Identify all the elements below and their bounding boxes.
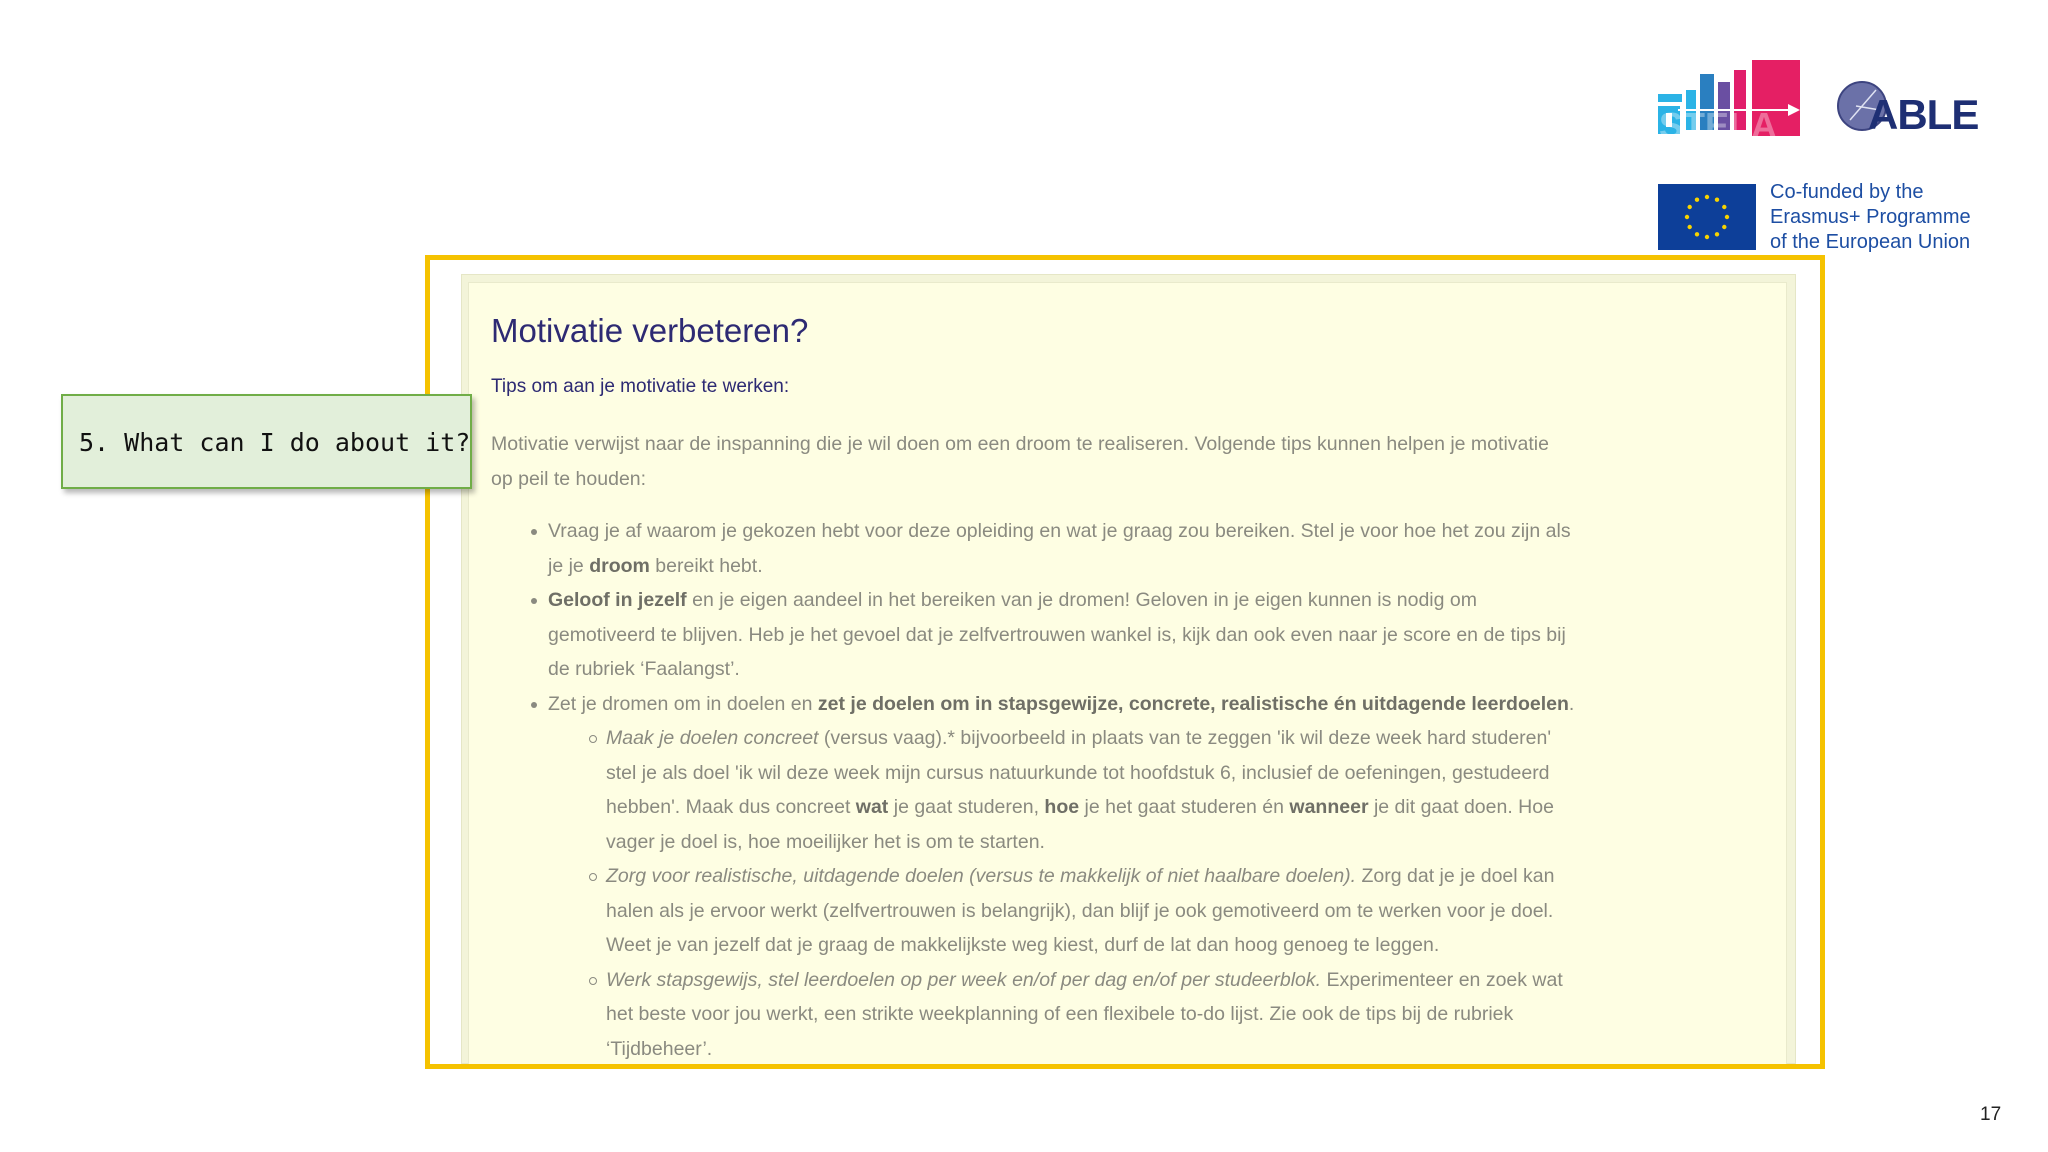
subtip-text: je gaat studeren, bbox=[888, 796, 1045, 818]
subtip-text: vager je doel is, hoe moeilijker het is om te starten. bbox=[606, 830, 1045, 853]
tip-emphasis: Geloof in jezelf bbox=[548, 589, 687, 611]
tip-text: bereikt hebt. bbox=[649, 554, 763, 577]
tip-text: je je bbox=[548, 554, 590, 577]
intro-line: op peil te houden: bbox=[491, 467, 647, 490]
subtip-text: ‘Tijdbeheer’. bbox=[606, 1037, 713, 1060]
tip-text: gemotiveerd te blijven. Heb je het gevoel dat je zelfvertrouwen wankel is, kijk dan ook even naar je score en de tips bij bbox=[548, 623, 1566, 646]
subtip-text: hebben'. Maak dus concreet bbox=[606, 796, 856, 818]
eu-caption-line: of the European Union bbox=[1770, 231, 1971, 253]
stela-logo bbox=[1658, 60, 1802, 140]
subtip-text: je dit gaat doen. Hoe bbox=[1368, 796, 1554, 818]
tip-text: de rubriek ‘Faalangst’. bbox=[548, 658, 740, 680]
page-subtitle: Tips om aan je motivatie te werken: bbox=[491, 376, 790, 397]
page-number: 17 bbox=[1980, 1104, 2002, 1125]
able-logo bbox=[1836, 80, 1979, 140]
subtip-text: stel je als doel 'ik wil deze week mijn cursus natuurkunde tot hoofdstuk 6, inclusief de oefeningen, gestudeerd bbox=[606, 761, 1550, 784]
eu-caption-line: Erasmus+ Programme bbox=[1770, 206, 1971, 228]
subtip-text: (versus vaag).* bijvoorbeeld in plaats van te zeggen 'ik wil deze week hard studeren' bbox=[818, 727, 1552, 749]
intro-line: Motivatie verwijst naar de inspanning die je wil doen om een droom te realiseren. Volgende tips kunnen helpen je motivatie bbox=[491, 433, 1549, 455]
subtip-heading: Werk stapsgewijs, stel leerdoelen op per week en/of per dag en/of per studeerblok. bbox=[606, 968, 1322, 991]
subtip-text: Zorg dat je je doel kan bbox=[1356, 865, 1555, 887]
tip-text: en je eigen aandeel in het bereiken van je dromen! Geloven in je eigen kunnen is nodig om bbox=[686, 589, 1477, 611]
subtip-heading: Maak je doelen concreet bbox=[606, 727, 819, 749]
tip-emphasis: droom bbox=[589, 554, 650, 577]
subtip-emphasis: wat bbox=[855, 796, 889, 818]
callout-label: 5. What can I do about it? bbox=[79, 428, 471, 457]
subtip-heading: Zorg voor realistische, uitdagende doelen (versus te makkelijk of niet haalbare doelen). bbox=[606, 865, 1357, 887]
subtip-text: je het gaat studeren én bbox=[1079, 796, 1290, 818]
subtip-emphasis: hoe bbox=[1044, 796, 1080, 818]
tip-emphasis: zet je doelen om in stapsgewijze, concrete, realistische én uitdagende leerdoelen bbox=[817, 692, 1569, 715]
eu-flag-icon bbox=[1658, 184, 1756, 250]
tip-text: . bbox=[1568, 692, 1575, 715]
able-logo-text: ABLE bbox=[1868, 91, 1979, 138]
svg-text:STELA: STELA bbox=[1659, 105, 1778, 140]
eu-caption-line: Co-funded by the bbox=[1770, 181, 1924, 203]
subtip-text: het beste voor jou werkt, een strikte weekplanning of een flexibele to-do lijst. Zie ook de tips bij de rubriek bbox=[606, 1003, 1514, 1025]
subtip-text: Weet je van jezelf dat je graag de makkelijkste weg kiest, durf de lat dan hoog genoeg te leggen. bbox=[606, 934, 1440, 956]
subtip-emphasis: wanneer bbox=[1289, 796, 1369, 818]
tip-text: Vraag je af waarom je gekozen hebt voor deze opleiding en wat je graag zou bereiken. Stel je voor hoe het zou zijn als bbox=[548, 520, 1571, 542]
highlight-frame bbox=[425, 255, 1825, 1069]
eu-funding-caption bbox=[1770, 180, 2010, 255]
page-title: Motivatie verbeteren? bbox=[491, 312, 809, 349]
section-callout bbox=[61, 394, 472, 489]
tip-text: Zet je dromen om in doelen en bbox=[548, 692, 818, 715]
subtip-text: Experimenteer en zoek wat bbox=[1321, 968, 1563, 991]
subtip-text: halen als je ervoor werkt (zelfvertrouwen is belangrijk), dan blijf je ook gemotiveerd om te werken voor je doel. bbox=[606, 899, 1554, 922]
